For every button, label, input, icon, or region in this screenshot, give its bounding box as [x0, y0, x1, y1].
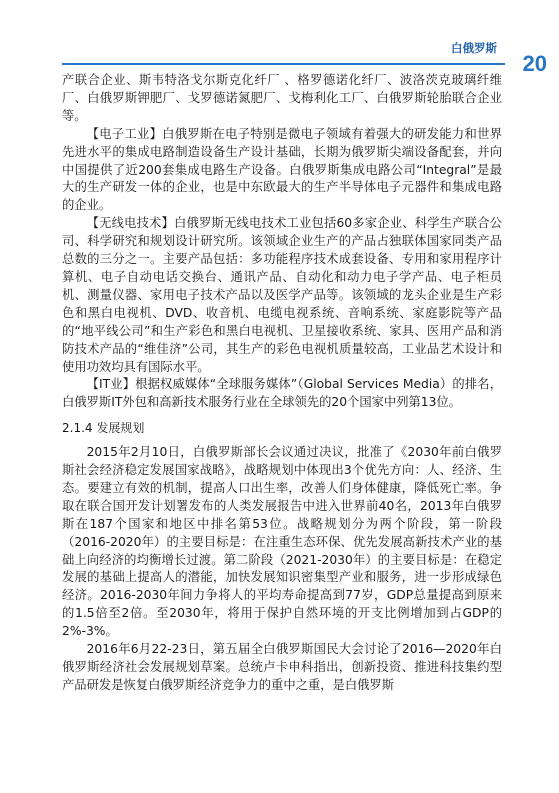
paragraph-strategy-2030: 2015年2月10日，白俄罗斯部长会议通过决议，批准了《2030年前白俄罗斯社会经济稳定发展国家战略》，战略规划中体现出3个优先方向：人、经济、生态。要建立有效的机制，提高人口出生率，改善人们身体健康，降低死亡率。争取在联合国开发计划署发布的人类发展报告中进入世界前40名，2013年白俄罗斯在187个国家和地区中排名第53位。战略规划分为两个阶段，第一阶段（2016-2020年）的主要目标是：在注重生态环保、优先发展高新技术产业的基础上向经济的均衡增长过渡。第二阶段（2021-2030年）的主要目标是：在稳定发展的基础上提高人的潜能，加快发展知识密集型产业和服务，进一步形成绿色经济。2016-2030年间力争将人的平均寿命提高到77岁，GDP总量提高到原来的1.5倍至2倍。至2030年，将用于保护自然环境的开支比例增加到占GDP的2%-3%。	[62, 445, 502, 639]
paragraph-electronics: 【电子工业】白俄罗斯在电子特别是微电子领域有着强大的研发能力和世界先进水平的集成电路制造设备生产设计基础，长期为俄罗斯尖端设备配套，并向中国提供了近200套集成电路生产设备。白俄罗斯集成电路公司“Integral”是最大的生产研发一体的企业，也是中东欧最大的生产半导体电子元器件和集成电路的企业。	[62, 126, 502, 213]
page-header	[0, 40, 559, 76]
paragraph-it-industry: 【IT业】根据权威媒体“全球服务媒体”（Global Services Media）的排名，白俄罗斯IT外包和高新技术服务行业在全球领先的20个国家中列第13位。	[62, 377, 502, 410]
header-rule	[62, 63, 505, 65]
page-body	[62, 72, 502, 695]
header-title: 白俄罗斯	[451, 41, 497, 55]
paragraph-congress-2016: 2016年6月22-23日，第五届全白俄罗斯国民大会讨论了2016—2020年白俄罗斯经济社会发展规划草案。总统卢卡申科指出，创新投资、推进科技集约型产品研发是恢复白俄罗斯经济竞争力的重中之重，是白俄罗斯	[62, 642, 502, 692]
paragraph-radio-technology: 【无线电技术】白俄罗斯无线电技术工业包括60多家企业、科学生产联合公司、科学研究和规划设计研究所。该领域企业生产的产品占独联体国家同类产品总数的三分之一。主要产品包括：多功能程序技术成套设备、专用和家用程序计算机、电子自动电话交换台、通讯产品、自动化和动力电子学产品、电子柜员机、测量仪器、家用电子技术产品以及医学产品等。该领域的龙头企业是生产彩色和黑白电视机、DVD、收音机、电缆电视系统、音响系统、家庭影院等产品的“地平线公司”和生产彩色和黑白电视机、卫星接收系统、家具、医用产品和消防技术产品的“维佳济”公司，其生产的彩色电视机质量较高，工业品艺术设计和使用功效均具有国际水平。	[62, 216, 502, 374]
paragraph-chemical-continued: 产联合企业、斯韦特洛戈尔斯克化纤厂 、格罗德诺化纤厂、波洛茨克玻璃纤维厂、白俄罗斯钾肥厂、戈罗德诺氮肥厂、戈梅利化工厂、白俄罗斯轮胎联合企业等。	[62, 73, 502, 123]
section-heading: 2.1.4 发展规划	[62, 421, 145, 436]
page-number: 20	[522, 51, 547, 76]
